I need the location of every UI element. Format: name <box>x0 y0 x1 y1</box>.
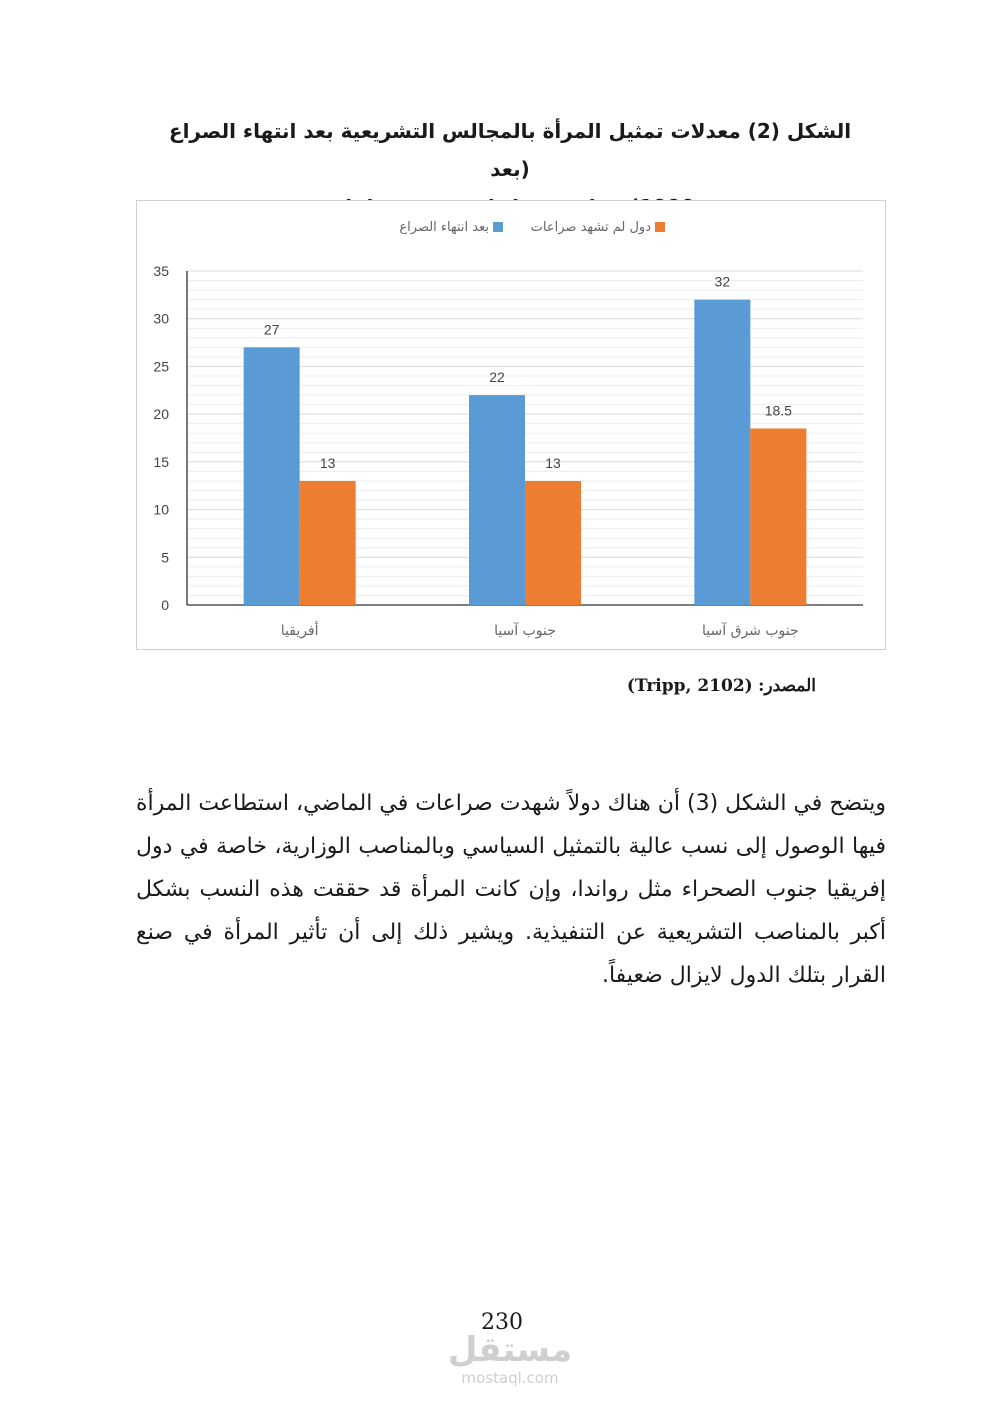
watermark-url: mostaql.com <box>461 1369 559 1387</box>
y-tick-label: 0 <box>161 597 169 613</box>
source-label: المصدر: <box>758 676 816 696</box>
bar-chart <box>136 200 886 650</box>
legend-swatch <box>655 222 665 232</box>
bar <box>244 347 300 605</box>
bar <box>469 395 525 605</box>
x-tick-label: أفريقيا <box>280 623 319 639</box>
y-tick-label: 35 <box>153 263 169 279</box>
y-tick-label: 10 <box>153 501 169 518</box>
chart-svg <box>137 201 885 649</box>
watermark-logo-text: مستقل <box>447 1330 573 1370</box>
legend-label: دول لم تشهد صراعات <box>530 220 651 235</box>
bar <box>525 481 581 605</box>
y-tick-label: 20 <box>153 406 169 423</box>
data-label: 22 <box>489 369 505 386</box>
y-tick-label: 15 <box>153 453 169 470</box>
legend-label: بعد انتهاء الصراع <box>399 220 489 235</box>
bar <box>300 481 356 605</box>
body-paragraph: ويتضح في الشكل (3) أن هناك دولاً شهدت صراعات في الماضي، استطاعت المرأة فيها الوصول إلى نسب عالية بالتمثيل السياسي وبالمناصب الوزارية، خاصة في دول إفريقيا جنوب الصحراء مثل رواندا، وإن كانت المرأة قد حققت هذه النسب بشكل أكبر بالمناصب التشريعية عن التنفيذية. ويشير ذلك إلى أن تأثير المرأة في صنع القرار بتلك الدول لايزال ضعيفاً. <box>136 791 886 988</box>
data-label: 27 <box>263 321 280 338</box>
page-number: 230 <box>481 1310 523 1335</box>
y-tick-label: 5 <box>161 549 169 566</box>
bar <box>694 300 750 605</box>
source-text: (Tripp, 2102) <box>626 676 753 696</box>
caption-line-1: الشكل (2) معدلات تمثيل المرأة بالمجالس التشريعية بعد انتهاء الصراع (بعد <box>168 119 852 181</box>
bar <box>750 428 806 605</box>
data-label: 32 <box>714 273 731 290</box>
y-tick-label: 25 <box>153 358 169 375</box>
y-tick-label: 30 <box>153 310 169 327</box>
legend-swatch <box>493 222 503 232</box>
x-tick-label: جنوب شرق آسيا <box>702 623 799 639</box>
x-tick-label: جنوب آسيا <box>494 623 556 639</box>
source-line <box>627 676 816 696</box>
data-label: 13 <box>545 454 561 471</box>
data-label: 18.5 <box>764 402 792 419</box>
data-label: 13 <box>319 454 336 471</box>
watermark <box>420 1330 600 1386</box>
